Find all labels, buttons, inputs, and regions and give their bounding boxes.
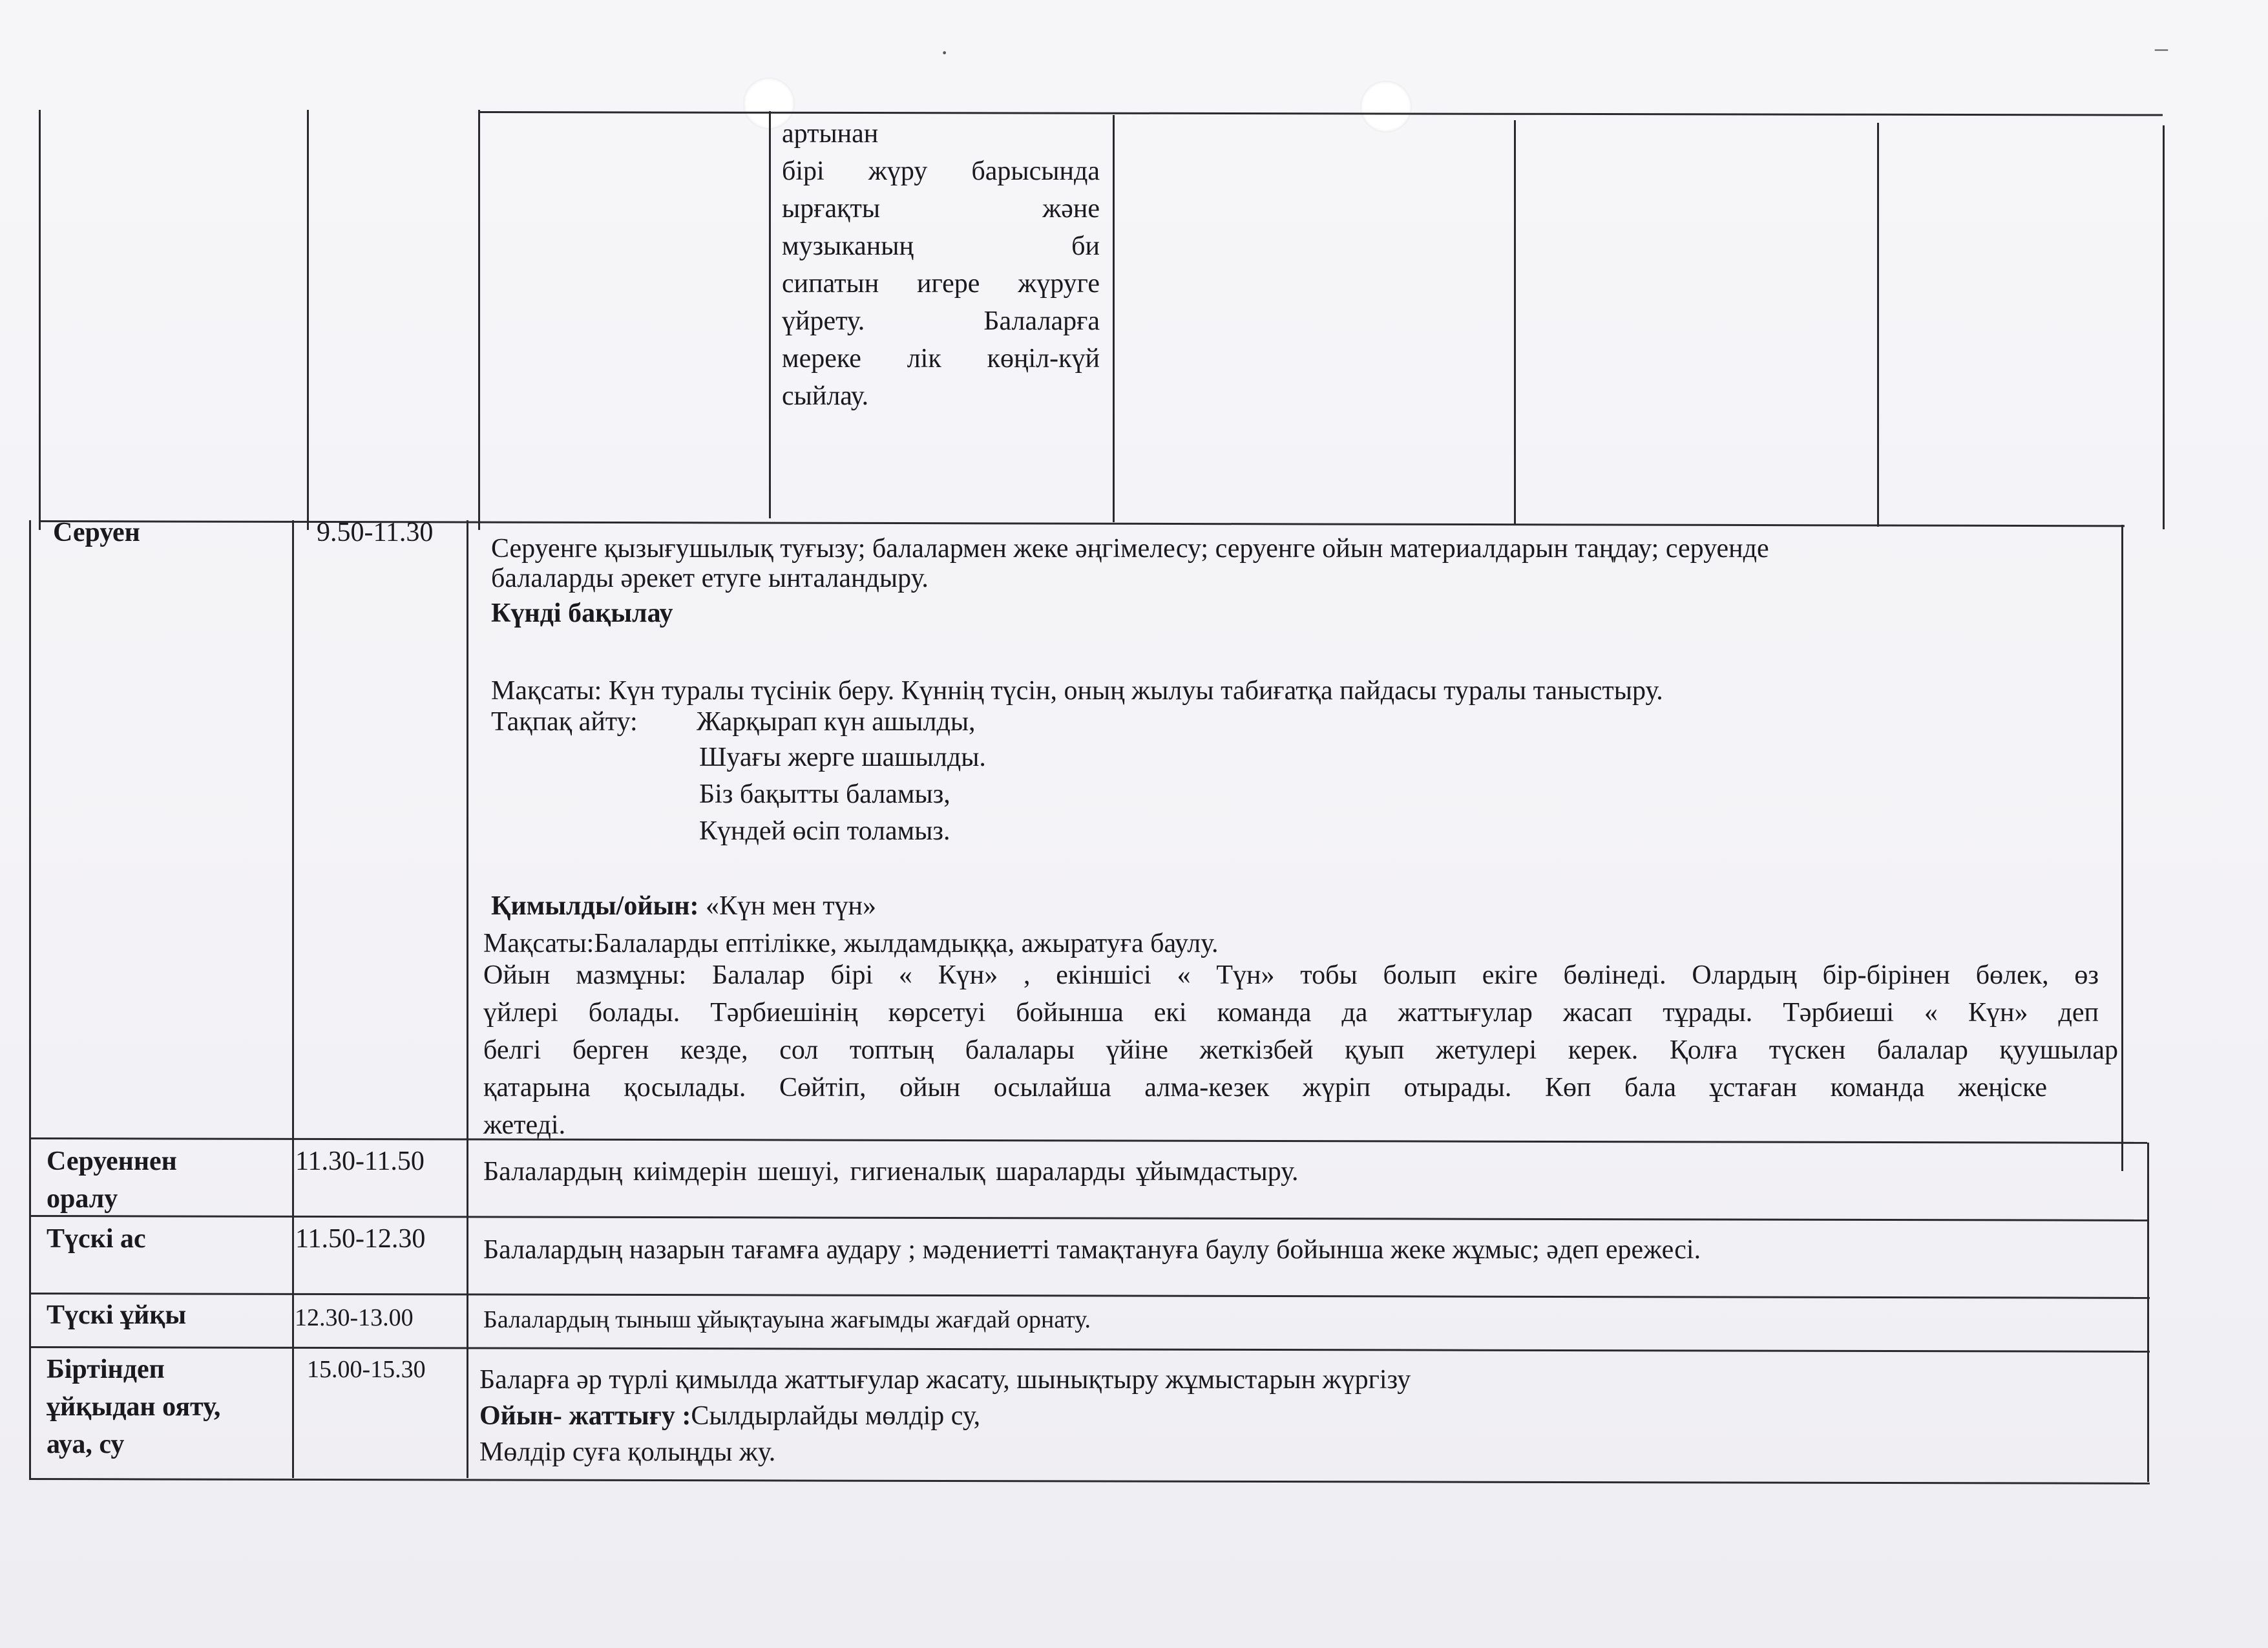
- row-label-lunch: Түскі ас: [47, 1224, 146, 1254]
- grid-line: [307, 110, 309, 530]
- row-label-return: Серуеннен: [47, 1146, 177, 1176]
- takpak-label: Тақпақ айту:: [491, 707, 638, 737]
- grid-line: [2147, 1143, 2149, 1482]
- scan-mark: –: [2155, 33, 2168, 62]
- game-line: жетеді.: [483, 1110, 566, 1140]
- seruen-heading: Күнді бақылау: [491, 598, 673, 628]
- row-time-wake: 15.00-15.30: [307, 1356, 426, 1383]
- return-text: Балалардың киімдерін шешуі, гигиеналық шараларды ұйымдастыру.: [483, 1157, 1299, 1187]
- game-line: белгі берген кезде, сол топтың балалары үйіне жеткізбей қуып жетулері керек. Қолға түскен балалар қуушылар: [483, 1035, 2118, 1065]
- grid-line: [2163, 125, 2165, 529]
- continued-cell: [782, 115, 1100, 415]
- exercise-label: Ойын- жаттығу :: [479, 1401, 691, 1431]
- cell-line: музыканың би: [782, 231, 1100, 261]
- poem-line: Жарқырап күн ашылды,: [697, 707, 976, 737]
- row-time-lunch: 11.50-12.30: [295, 1224, 426, 1254]
- game-label: Қимылды/ойын:: [491, 891, 699, 921]
- game-title: «Күн мен түн»: [706, 891, 877, 921]
- cell-line: бірі жүру барысында: [782, 156, 1100, 186]
- game-goal: Мақсаты:Балаларды ептілікке, жылдамдыққа, ажыратуға баулу.: [483, 929, 1219, 958]
- seruen-text: балаларды әрекет етуге ынталандыру.: [491, 564, 929, 593]
- row-label-nap: Түскі ұйқы: [47, 1300, 187, 1330]
- nap-text: Балалардың тыныш ұйықтауына жағымды жағдай орнату.: [483, 1306, 1091, 1333]
- row-label-wake: ұйқыдан ояту,: [47, 1392, 221, 1422]
- cell-line: ырғақты және: [782, 194, 1100, 224]
- grid-line: [478, 110, 480, 530]
- exercise-line: Мөлдір суға қолыңды жу.: [479, 1437, 776, 1467]
- poem-line: Біз бақытты баламыз,: [699, 779, 950, 809]
- row-label-return: оралу: [47, 1184, 118, 1214]
- grid-line: [478, 111, 2163, 116]
- grid-line: [2121, 525, 2123, 1171]
- exercise-line: Сылдырлайды мөлдір су,: [691, 1401, 981, 1431]
- grid-line: [292, 520, 294, 1478]
- grid-line: [29, 1478, 2150, 1484]
- game-content: [483, 956, 2119, 1144]
- cell-line: сыйлау.: [782, 381, 869, 411]
- row-label-wake: Біртіндеп: [47, 1355, 165, 1384]
- punch-hole: [1360, 81, 1412, 132]
- game-line: үйлері болады. Тәрбиешінің көрсетуі бойынша екі команда да жаттығулар жасап тұрады. Тәрбиеші « Күн» деп: [483, 998, 2099, 1028]
- grid-line: [39, 110, 41, 530]
- grid-line: [769, 111, 771, 518]
- row-label-seruen: Серуен: [53, 518, 140, 547]
- grid-line: [29, 1293, 2150, 1299]
- grid-line: [1113, 115, 1115, 522]
- row-time-seruen: 9.50-11.30: [317, 518, 434, 547]
- poem-line: Күндей өсіп толамыз.: [699, 816, 950, 846]
- grid-line: [1877, 123, 1879, 527]
- wake-exercise: [479, 1397, 980, 1435]
- game-line: Ойын мазмұны: Балалар бірі « Күн» , екіншісі « Түн» тобы болып екіге бөлінеді. Олардың бір-бірінен бөлек, өз: [483, 960, 2099, 990]
- row-label-wake: ауа, су: [47, 1430, 125, 1459]
- cell-line: үйрету. Балаларға: [782, 306, 1100, 336]
- cell-line: мереке лік көңіл-күй: [782, 344, 1100, 374]
- grid-line: [467, 520, 468, 1478]
- grid-line: [29, 520, 31, 1478]
- seruen-text: Серуенге қызығушылық туғызу; балалармен жеке әңгімелесу; серуенге ойын материалдарын таңдау; серуенде: [491, 534, 1769, 564]
- seruen-goal: Мақсаты: Күн туралы түсінік беру. Күннің түсін, оның жылуы табиғатқа пайдасы туралы таныстыру.: [491, 676, 1663, 706]
- cell-line: артынан: [782, 119, 879, 149]
- game-line: қатарына қосылады. Сөйтіп, ойын осылайша алма-кезек жүріп отырады. Көп бала ұстаған команда жеңіске: [483, 1073, 2047, 1103]
- scan-mark: ·: [940, 38, 949, 67]
- row-time-nap: 12.30-13.00: [295, 1304, 414, 1331]
- game-heading: [491, 887, 876, 925]
- lunch-text: Балалардың назарын тағамға аудару ; мәдениетті тамақтануға баулу бойынша жеке жұмыс; әдеп ережесі.: [483, 1235, 1701, 1265]
- poem-line: Шуағы жерге шашылды.: [699, 743, 986, 772]
- cell-line: сипатын игере жүруге: [782, 269, 1100, 299]
- row-time-return: 11.30-11.50: [295, 1146, 425, 1176]
- wake-text: Баларға әр түрлі қимылда жаттығулар жасату, шынықтыру жұмыстарын жүргізу: [479, 1365, 1411, 1395]
- grid-line: [1514, 120, 1516, 524]
